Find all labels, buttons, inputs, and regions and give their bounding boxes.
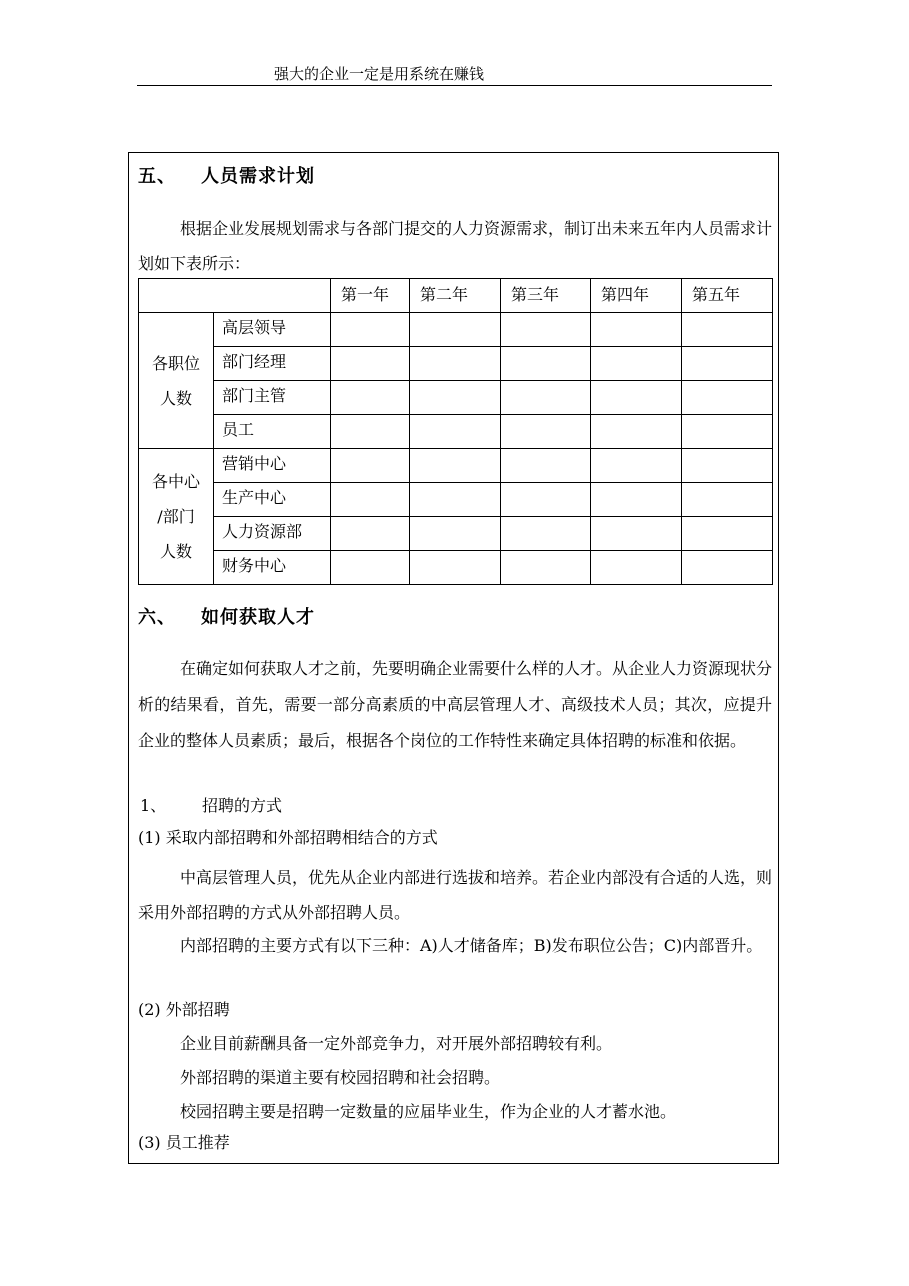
table-row xyxy=(139,449,773,483)
table-cell xyxy=(682,415,773,449)
table-cell xyxy=(501,483,591,517)
table-row xyxy=(139,347,773,381)
table-cell xyxy=(410,517,501,551)
table-cell xyxy=(591,313,682,347)
subsection-title: 招聘的方式 xyxy=(202,796,283,815)
table-cell xyxy=(331,381,410,415)
table-cell xyxy=(331,551,410,585)
row-label: 高层领导 xyxy=(214,313,331,347)
table-cell xyxy=(410,449,501,483)
table-cell xyxy=(410,347,501,381)
table-cell xyxy=(331,347,410,381)
table-cell xyxy=(591,551,682,585)
table-row xyxy=(139,415,773,449)
header-rule xyxy=(137,85,772,86)
table-cell xyxy=(331,517,410,551)
section5-intro: 根据企业发展规划需求与各部门提交的人力资源需求，制订出未来五年内人员需求计划如下表所示： xyxy=(138,219,773,273)
table-cell xyxy=(501,381,591,415)
table-cell xyxy=(591,449,682,483)
subsection-heading xyxy=(140,795,282,817)
table-cell xyxy=(331,313,410,347)
table-cell xyxy=(501,313,591,347)
group-label-line: 各职位 xyxy=(151,353,200,373)
paragraph: 企业目前薪酬具备一定外部竞争力，对开展外部招聘较有利。 xyxy=(180,1034,613,1053)
table-row xyxy=(139,551,773,585)
table-row xyxy=(139,381,773,415)
list-item: (1) 采取内部招聘和外部招聘相结合的方式 xyxy=(138,828,438,847)
section5-title: 人员需求计划 xyxy=(201,166,315,187)
table-cell xyxy=(501,415,591,449)
table-cell xyxy=(682,551,773,585)
table-cell xyxy=(682,381,773,415)
year-header: 第一年 xyxy=(331,279,410,313)
table-cell xyxy=(410,381,501,415)
table-cell xyxy=(331,449,410,483)
group-label-positions xyxy=(139,313,214,449)
list-item: (3) 员工推荐 xyxy=(138,1133,230,1152)
group-label-line: 人数 xyxy=(159,542,192,561)
paragraph: 外部招聘的渠道主要有校园招聘和社会招聘。 xyxy=(180,1068,501,1087)
table-cell xyxy=(591,483,682,517)
row-label: 生产中心 xyxy=(214,483,331,517)
table-row xyxy=(139,313,773,347)
table-cell xyxy=(682,449,773,483)
table-cell xyxy=(682,313,773,347)
group-label-line: 人数 xyxy=(159,388,192,408)
section6-heading xyxy=(138,607,315,629)
table-cell xyxy=(591,517,682,551)
table-cell xyxy=(410,415,501,449)
table-cell xyxy=(501,449,591,483)
paragraph: 内部招聘的主要方式有以下三种：A)人才储备库；B)发布职位公告；C)内部晋升。 xyxy=(180,936,763,955)
table-cell xyxy=(410,551,501,585)
staffing-plan-table xyxy=(138,278,773,585)
table-cell xyxy=(682,347,773,381)
row-label: 部门主管 xyxy=(214,381,331,415)
row-label: 财务中心 xyxy=(214,551,331,585)
row-label: 员工 xyxy=(214,415,331,449)
section6-title: 如何获取人才 xyxy=(201,607,315,628)
page-header-title: 强大的企业一定是用系统在赚钱 xyxy=(274,65,485,83)
subsection-number: 1、 xyxy=(140,796,167,815)
table-cell xyxy=(682,517,773,551)
table-cell xyxy=(591,347,682,381)
table-cell xyxy=(331,415,410,449)
paragraph: 校园招聘主要是招聘一定数量的应届毕业生，作为企业的人才蓄水池。 xyxy=(180,1102,677,1121)
table-corner-cell xyxy=(139,279,331,313)
section6-paragraph: 在确定如何获取人才之前，先要明确企业需要什么样的人才。从企业人力资源现状分析的结果看，首先，需要一部分高素质的中高层管理人才、高级技术人员；其次，应提升企业的整体人员素质；最后，根据各个岗位的工作特性来确定具体招聘的标准和依据。 xyxy=(138,659,773,750)
row-label: 部门经理 xyxy=(214,347,331,381)
year-header: 第二年 xyxy=(410,279,501,313)
table-cell xyxy=(591,415,682,449)
list-item: (2) 外部招聘 xyxy=(138,1000,230,1019)
table-cell xyxy=(331,483,410,517)
table-cell xyxy=(410,313,501,347)
table-cell xyxy=(501,347,591,381)
year-header: 第三年 xyxy=(501,279,591,313)
year-header: 第四年 xyxy=(591,279,682,313)
group-label-departments xyxy=(139,449,214,585)
row-label: 营销中心 xyxy=(214,449,331,483)
table-header-row xyxy=(139,279,773,313)
group-label-line: /部门 xyxy=(157,507,195,526)
section5-number: 五、 xyxy=(138,166,176,187)
table-cell xyxy=(501,517,591,551)
paragraph: 中高层管理人员，优先从企业内部进行选拔和培养。若企业内部没有合适的人选，则采用外部招聘的方式从外部招聘人员。 xyxy=(138,868,773,922)
table-row xyxy=(139,483,773,517)
table-cell xyxy=(501,551,591,585)
section5-heading xyxy=(138,166,315,188)
table-cell xyxy=(410,483,501,517)
table-row xyxy=(139,517,773,551)
table-cell xyxy=(682,483,773,517)
group-label-line: 各中心 xyxy=(151,472,200,491)
table-cell xyxy=(591,381,682,415)
row-label: 人力资源部 xyxy=(214,517,331,551)
section6-number: 六、 xyxy=(138,607,176,628)
year-header: 第五年 xyxy=(682,279,773,313)
